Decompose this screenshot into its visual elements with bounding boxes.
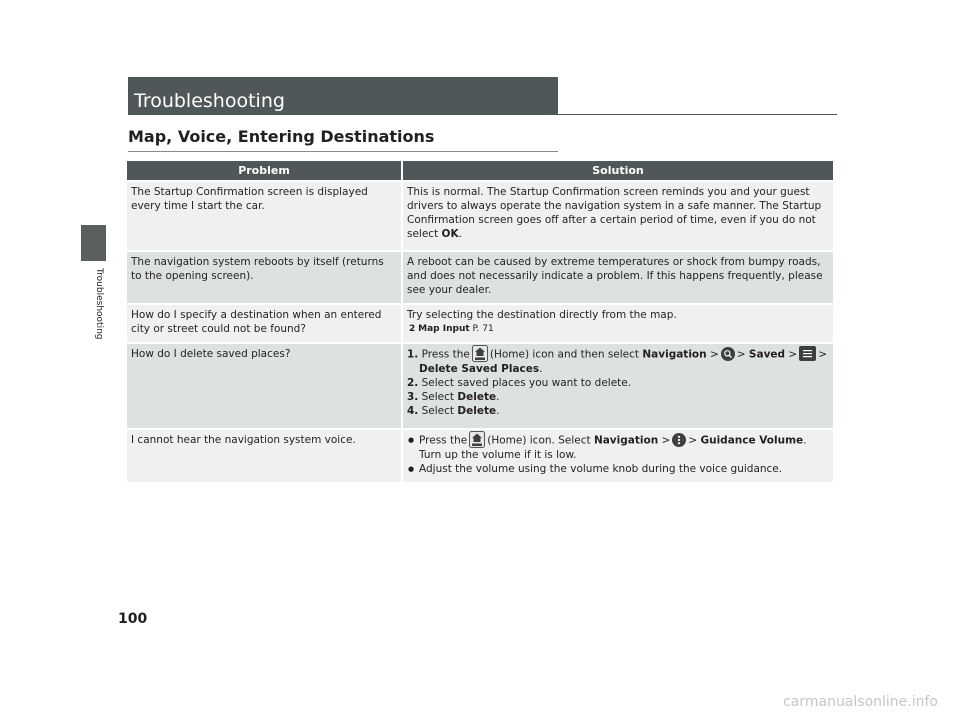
- separator: >: [688, 434, 698, 447]
- keyword-navigation: Navigation: [642, 348, 707, 361]
- separator: >: [709, 348, 719, 361]
- step-text: Select: [421, 405, 455, 417]
- keyword-navigation: Navigation: [593, 434, 659, 447]
- separator: >: [788, 348, 798, 361]
- separator: >: [661, 434, 671, 447]
- header-solution: Solution: [402, 161, 833, 181]
- watermark: carmanualsonline.info: [783, 694, 938, 710]
- chapter-tab: [81, 225, 106, 261]
- keyword-delete-saved-places: Delete Saved Places: [419, 363, 540, 375]
- sidebar-chapter-label: Troubleshooting: [94, 268, 104, 340]
- section-divider: [128, 151, 558, 152]
- punctuation: .: [539, 363, 543, 375]
- solution-text: Try selecting the destination directly from the map.: [407, 309, 677, 321]
- keyword-ok: OK: [441, 228, 459, 240]
- table-row: [127, 251, 833, 304]
- table-header-row: [127, 161, 833, 181]
- step-number: 1.: [407, 348, 419, 361]
- punctuation: .: [803, 434, 807, 447]
- step-number: 4.: [407, 405, 419, 417]
- list-item: ● Adjust the volume using the volume knob during the voice guidance.: [407, 462, 829, 476]
- step-number: 2.: [407, 377, 419, 389]
- reference-page: P. 71: [472, 324, 494, 334]
- step-text: Select saved places you want to delete.: [421, 377, 632, 389]
- step-2: [407, 376, 829, 390]
- step-text: (Home) icon and then select: [489, 348, 640, 361]
- problem-cell: How do I specify a destination when an entered city or street could not be found?: [127, 304, 402, 343]
- header-problem: Problem: [127, 161, 402, 181]
- cross-reference[interactable]: [409, 322, 829, 336]
- step-4: [407, 404, 829, 418]
- solution-cell: A reboot can be caused by extreme temperatures or shock from bumpy roads, and does not necessarily indicate a problem. If this happens frequently, please see your dealer.: [402, 251, 833, 304]
- home-icon: [472, 345, 488, 362]
- options-icon: [672, 433, 686, 447]
- problem-cell: The Startup Confirmation screen is displayed every time I start the car.: [127, 181, 402, 251]
- keyword-saved: Saved: [748, 348, 786, 361]
- page-title: Troubleshooting: [128, 77, 558, 115]
- step-number: 3.: [407, 391, 419, 403]
- punctuation: .: [496, 391, 500, 403]
- search-icon: [721, 347, 735, 361]
- keyword-guidance-volume: Guidance Volume: [700, 434, 804, 447]
- troubleshooting-table: [127, 161, 833, 482]
- menu-icon: [799, 346, 816, 361]
- punctuation: .: [496, 405, 500, 417]
- table-row: [127, 304, 833, 343]
- solution-cell: [402, 343, 833, 429]
- problem-cell: I cannot hear the navigation system voice.: [127, 429, 402, 482]
- home-icon: [469, 431, 485, 448]
- step-text: Press the: [421, 348, 470, 361]
- list-item: [407, 433, 829, 462]
- solution-cell: [402, 181, 833, 251]
- table-row: [127, 343, 833, 429]
- problem-cell: How do I delete saved places?: [127, 343, 402, 429]
- table-row: [127, 429, 833, 482]
- keyword-delete: Delete: [457, 405, 497, 417]
- title-divider: [558, 114, 837, 115]
- problem-cell: The navigation system reboots by itself (returns to the opening screen).: [127, 251, 402, 304]
- step-1: [407, 347, 829, 376]
- section-title: Map, Voice, Entering Destinations: [128, 127, 435, 146]
- step-3: [407, 390, 829, 404]
- separator: >: [818, 348, 828, 361]
- keyword-delete: Delete: [457, 391, 497, 403]
- punctuation: .: [458, 228, 462, 240]
- step-text: (Home) icon. Select: [487, 434, 591, 447]
- step-text: Press the: [419, 434, 468, 447]
- reference-label: Map Input: [418, 324, 470, 334]
- solution-cell: [402, 429, 833, 482]
- table-row: [127, 181, 833, 251]
- page-number: 100: [118, 611, 148, 627]
- step-text: Turn up the volume if it is low.: [419, 449, 577, 461]
- solution-cell: [402, 304, 833, 343]
- solution-bullets: [407, 433, 829, 476]
- solution-text: This is normal. The Startup Confirmation screen reminds you and your guest drivers to always operate the navigation system in a safe manner. The Startup Confirmation screen goes off after a certain period of time, even if you do not select: [407, 186, 822, 240]
- reference-arrow-icon: 2: [409, 324, 416, 334]
- separator: >: [736, 348, 746, 361]
- step-text: Select: [421, 391, 455, 403]
